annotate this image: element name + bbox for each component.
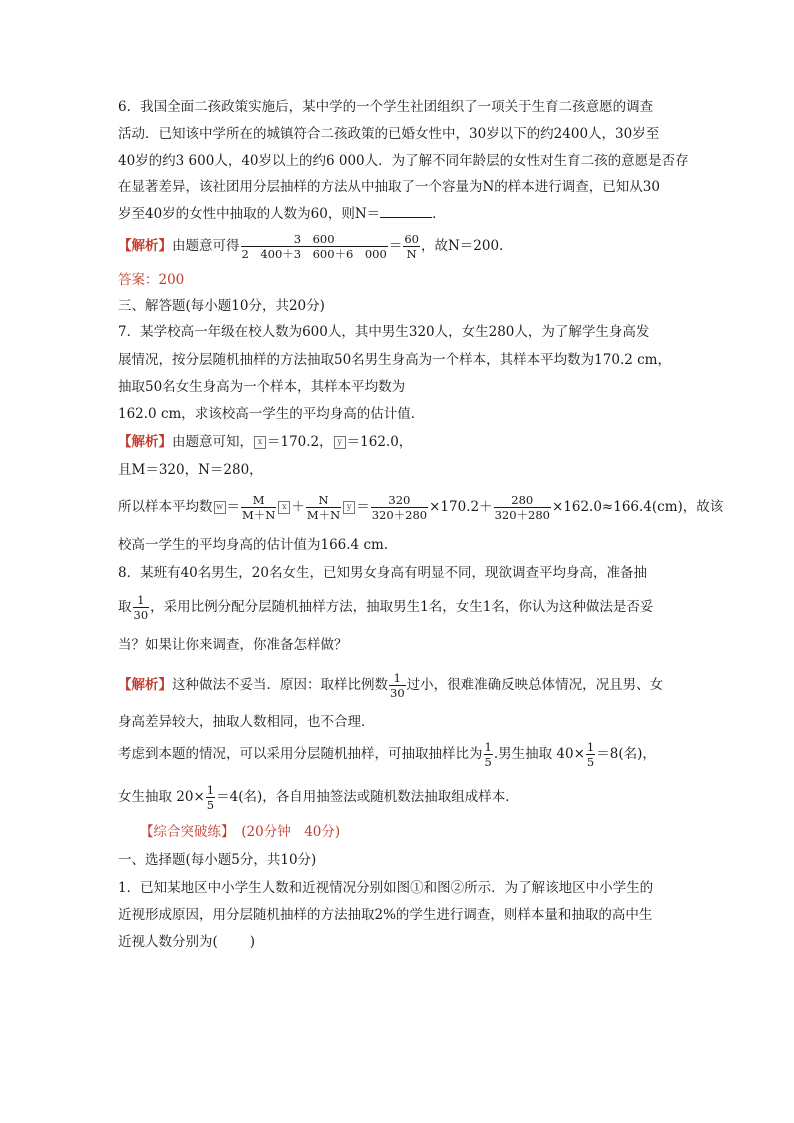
xbar-symbol: x — [254, 436, 266, 449]
q6-line-3: 40岁的约3 600人，40岁以上的约6 000人．为了解不同年龄层的女性对生育二孩的意愿是否存 — [118, 153, 689, 169]
answer-blank — [380, 205, 432, 218]
q7-line-1: 7．某学校高一年级在校人数为600人，其中男生320人，女生280人，为了解学生身高发 — [118, 324, 650, 340]
q6-line-5 — [118, 204, 446, 224]
q1-line-2: 近视形成原因，用分层随机抽样的方法抽取2%的学生进行调查，则样本量和抽取的高中生 — [118, 907, 653, 923]
q7-line-2: 展情况，按分层随机抽样的方法抽取50名男生身高为一个样本，其样本平均数为170.2 cm， — [118, 352, 671, 368]
ybar-symbol: y — [343, 501, 355, 514]
q8-solution-line-4: 女生抽取 20× $\frac{1}{5}$ ＝4(名)，各自用抽签法或随机数法抽取组成样本． — [118, 783, 519, 812]
q7-solution-line-3: 所以样本平均数 w ＝ $\frac{M}{M+N}$ x ＋ $\frac{N}{M+N}$ y ＝ $\frac{320}{320+280}$ ×170.2＋ $\frac{280}{320+280}$ ×162.0≈166.4(cm)，故该 — [118, 493, 724, 522]
q8-solution-line-1: 【解析】这种做法不妥当．原因：取样比例数 $\frac{1}{30}$ 过小，很难准确反映总体情况，况且男、女 — [118, 671, 664, 700]
fraction: $\frac{3 600}{2 400+3 600+6 000}$ — [241, 232, 387, 261]
q6-line-2: 活动．已知该中学所在的城镇符合二孩政策的已婚女性中，30岁以下的约2400人，30岁至 — [118, 126, 660, 142]
xbar-symbol: x — [278, 501, 290, 514]
q6-period: ． — [432, 206, 446, 222]
section-heading: 一、选择题(每小题5分，共10分) — [118, 852, 317, 868]
fraction: $\frac{1}{30}$ — [390, 671, 405, 700]
ybar-symbol: y — [334, 436, 346, 449]
q6-solution: 【解析】由题意可得 $\frac{3 600}{2 400+3 600+6 000}$ ＝ $\frac{60}{N}$ ，故N＝200. — [118, 232, 504, 261]
fraction: $\frac{280}{320+280}$ — [494, 493, 550, 522]
q7-line-3: 抽取50名女生身高为一个样本，其样本平均数为 — [118, 379, 406, 395]
solution-tag: 【解析】 — [118, 434, 172, 450]
solution-text: 由题意可得 — [172, 238, 240, 254]
section-heading: 三、解答题(每小题10分，共20分) — [118, 298, 325, 314]
q1-line-1: 1．已知某地区中小学生人数和近视情况分别如图①和图②所示．为了解该地区中小学生的 — [118, 880, 654, 896]
fraction: $\frac{60}{N}$ — [404, 232, 419, 261]
q6-line-1: 6．我国全面二孩政策实施后，某中学的一个学生社团组织了一项关于生育二孩意愿的调查 — [118, 99, 654, 115]
q8-line-2: 取 $\frac{1}{30}$ ，采用比例分配分层随机抽样方法，抽取男生1名，女生1名，你认为这种做法是否妥 — [118, 593, 654, 622]
fraction: $\frac{320}{320+280}$ — [371, 493, 428, 522]
fraction: $\frac{M}{M+N}$ — [242, 493, 276, 522]
q8-line-1: 8．某班有40名男生，20名女生，已知男女身高有明显不同，现欲调查平均身高，准备抽 — [118, 565, 647, 581]
q8-line-3: 当？如果让你来调查，你准备怎样做？ — [118, 637, 348, 653]
section-comprehensive: 【综合突破练】 (20分钟 40分) — [140, 824, 341, 840]
solution-tag: 【解析】 — [118, 238, 172, 254]
q6-text: 岁至40岁的女性中抽取的人数为60，则N＝ — [118, 206, 381, 222]
q1-line-3: 近视人数分别为( ) — [118, 934, 256, 950]
fraction: $\frac{1}{5}$ — [206, 783, 215, 812]
q7-line-4: 162.0 cm，求该校高一学生的平均身高的估计值． — [118, 406, 425, 422]
fraction: $\frac{1}{30}$ — [133, 593, 149, 622]
fraction: $\frac{N}{M+N}$ — [306, 493, 341, 522]
q8-solution-line-3: 考虑到本题的情况，可以采用分层随机抽样，可抽取抽样比为 $\frac{1}{5}$ .男生抽取 40× $\frac{1}{5}$ ＝8(名)， — [118, 740, 656, 769]
q7-solution-line-1: 【解析】由题意可知， x ＝170.2， y ＝162.0， — [118, 434, 413, 450]
fraction: $\frac{1}{5}$ — [586, 740, 595, 769]
q7-solution-line-4: 校高一学生的平均身高的估计值为166.4 cm. — [118, 537, 389, 553]
q8-solution-line-2: 身高差异较大，抽取人数相同，也不合理． — [118, 714, 375, 730]
q6-answer: 答案：200 — [118, 272, 185, 288]
wbar-symbol: w — [214, 501, 226, 514]
q7-solution-line-2: 且M＝320，N＝280， — [118, 462, 263, 478]
solution-tag: 【解析】 — [118, 677, 172, 693]
fraction: $\frac{1}{5}$ — [484, 740, 492, 769]
q6-line-4: 在显著差异，该社团用分层抽样的方法从中抽取了一个容量为N的样本进行调查，已知从30 — [118, 179, 660, 195]
